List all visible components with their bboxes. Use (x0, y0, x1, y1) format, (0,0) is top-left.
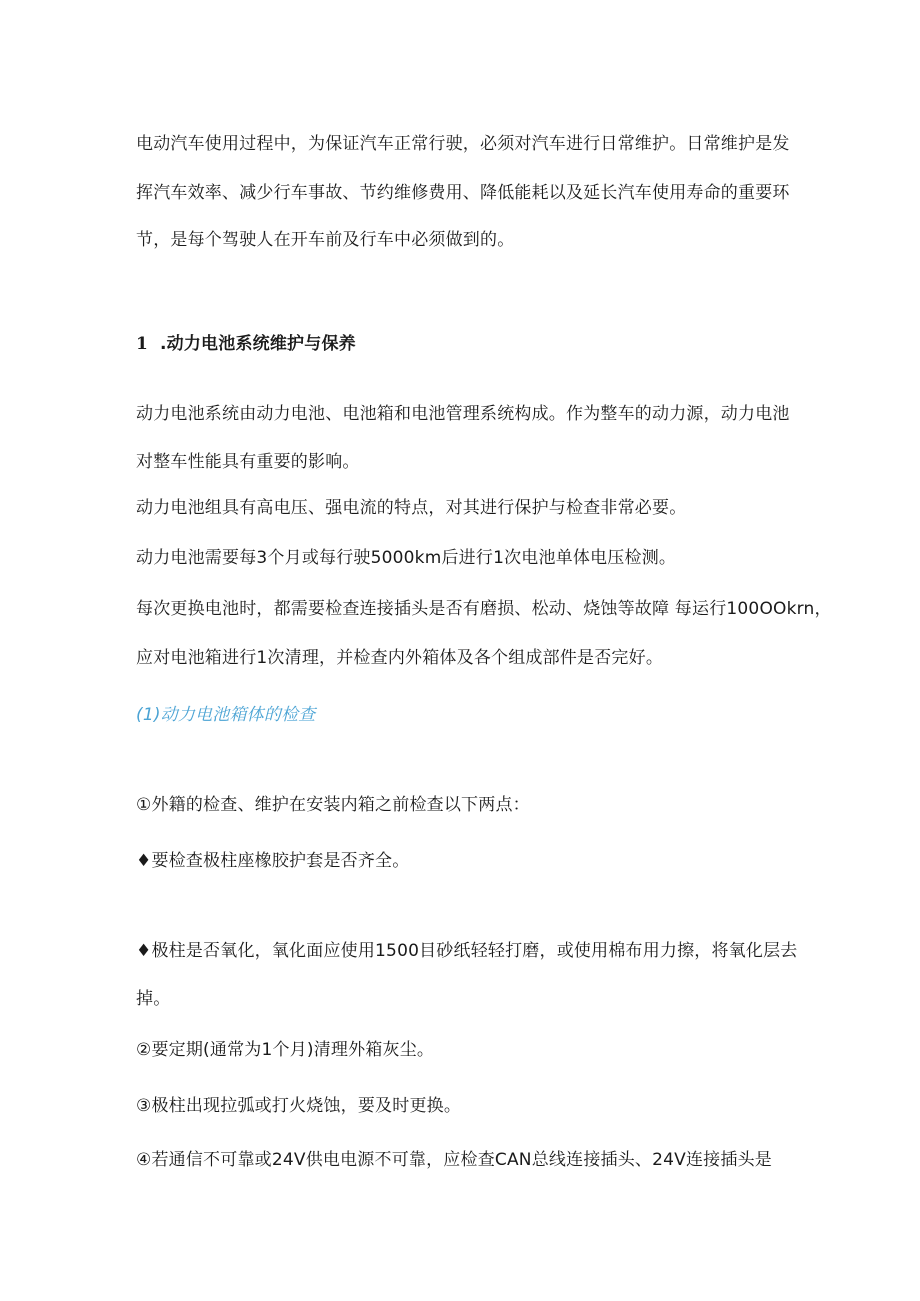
body-paragraph-1-line-2: 对整车性能具有重要的影响。 (136, 452, 360, 472)
intro-line-2: 挥汽车效率、减少行车事故、节约维修费用、降低能耗以及延长汽车使用寿命的重要环 (136, 183, 790, 203)
bullet-item-1: ♦要检查极柱座橡胶护套是否齐全。 (136, 851, 410, 871)
list-item-3: ③极柱出现拉弧或打火烧蚀，要及时更换。 (136, 1096, 462, 1116)
list-item-2: ②要定期(通常为1个月)清理外箱灰尘。 (136, 1040, 435, 1060)
section-title: .动力电池系统维护与保养 (160, 334, 356, 354)
list-item-1: ①外籍的检查、维护在安装内箱之前检查以下两点： (136, 795, 530, 815)
body-paragraph-4-line-2: 应对电池箱进行1次清理，并检查内外箱体及各个组成部件是否完好。 (136, 648, 664, 668)
list-item-4: ④若通信不可靠或24V供电电源不可靠，应检查CAN总线连接插头、24V连接插头是 (136, 1150, 772, 1170)
section-number: 1 (136, 334, 149, 354)
bullet-item-2-line-1: ♦极柱是否氧化，氧化面应使用1500目砂纸轻轻打磨，或使用棉布用力擦，将氧化层去 (136, 941, 798, 961)
body-paragraph-1-line-1: 动力电池系统由动力电池、电池箱和电池管理系统构成。作为整车的动力源，动力电池 (136, 404, 790, 424)
intro-line-3: 节，是每个驾驶人在开车前及行车中必须做到的。 (136, 230, 515, 250)
body-paragraph-2: 动力电池组具有高电压、强电流的特点，对其进行保护与检查非常必要。 (136, 498, 687, 518)
bullet-item-2-line-2: 掉。 (136, 989, 171, 1009)
subsection-heading: (1)动力电池箱体的检查 (136, 705, 316, 725)
body-paragraph-4-line-1: 每次更换电池时，都需要检查连接插头是否有磨损、松动、烧蚀等故障 每运行100OOkrn， (136, 599, 832, 619)
body-paragraph-3: 动力电池需要每3个月或每行驶5000km后进行1次电池单体电压检测。 (136, 548, 677, 568)
section-heading (136, 333, 356, 355)
intro-line-1: 电动汽车使用过程中，为保证汽车正常行驶，必须对汽车进行日常维护。日常维护是发 (136, 134, 790, 154)
